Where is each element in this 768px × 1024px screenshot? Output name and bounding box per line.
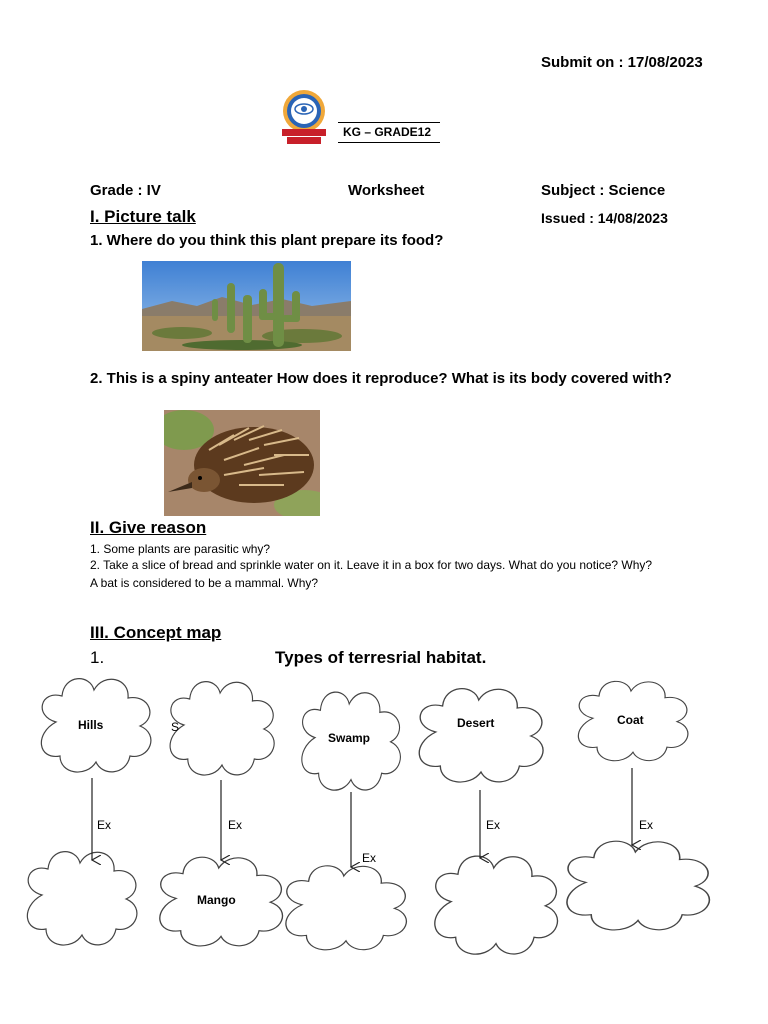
concept-map-number: 1. [90, 648, 105, 667]
stray-letter: S [171, 720, 180, 734]
bottom-cloud-4 [435, 856, 558, 954]
cloud-label-coat: Coat [617, 713, 644, 727]
section-picture-talk-heading: I. Picture talk [90, 207, 196, 226]
cloud-label-desert: Desert [457, 716, 495, 730]
ex-label-4: Ex [486, 818, 501, 832]
worksheet-title: Worksheet [348, 182, 425, 199]
section-concept-map-heading: III. Concept map [90, 623, 222, 642]
reason-line-1: 1. Some plants are parasitic why? [90, 542, 271, 556]
question-1: 1. Where do you think this plant prepare its food? [90, 232, 444, 249]
ex-label-3: Ex [362, 851, 377, 865]
cloud-label-hills: Hills [78, 718, 104, 732]
cloud-label-swamp: Swamp [328, 731, 371, 745]
grade-label: Grade : IV [90, 182, 161, 199]
ex-label-5: Ex [639, 818, 654, 832]
reason-line-3: A bat is considered to be a mammal. Why? [90, 576, 319, 590]
subject-label: Subject : Science [541, 182, 666, 199]
issued-date: Issued : 14/08/2023 [541, 210, 668, 226]
concept-map-title: Types of terresrial habitat. [275, 648, 487, 667]
top-cloud-4 [419, 689, 543, 782]
bottom-cloud-3 [286, 866, 406, 950]
top-cloud-2 [170, 682, 274, 775]
section-give-reason-heading: II. Give reason [90, 518, 207, 537]
ex-label-2: Ex [228, 818, 243, 832]
bottom-cloud-5 [567, 841, 709, 930]
grade-badge: KG – GRADE12 [343, 125, 432, 139]
ex-label-1: Ex [97, 818, 112, 832]
cloud-label-mango: Mango [197, 893, 236, 907]
question-2: 2. This is a spiny anteater How does it reproduce? What is its body covered with? [90, 370, 672, 387]
bottom-cloud-1 [27, 852, 137, 945]
submit-date: Submit on : 17/08/2023 [541, 54, 703, 71]
reason-line-2: 2. Take a slice of bread and sprinkle water on it. Leave it in a box for two days. What do you notice? Why? [90, 558, 653, 572]
